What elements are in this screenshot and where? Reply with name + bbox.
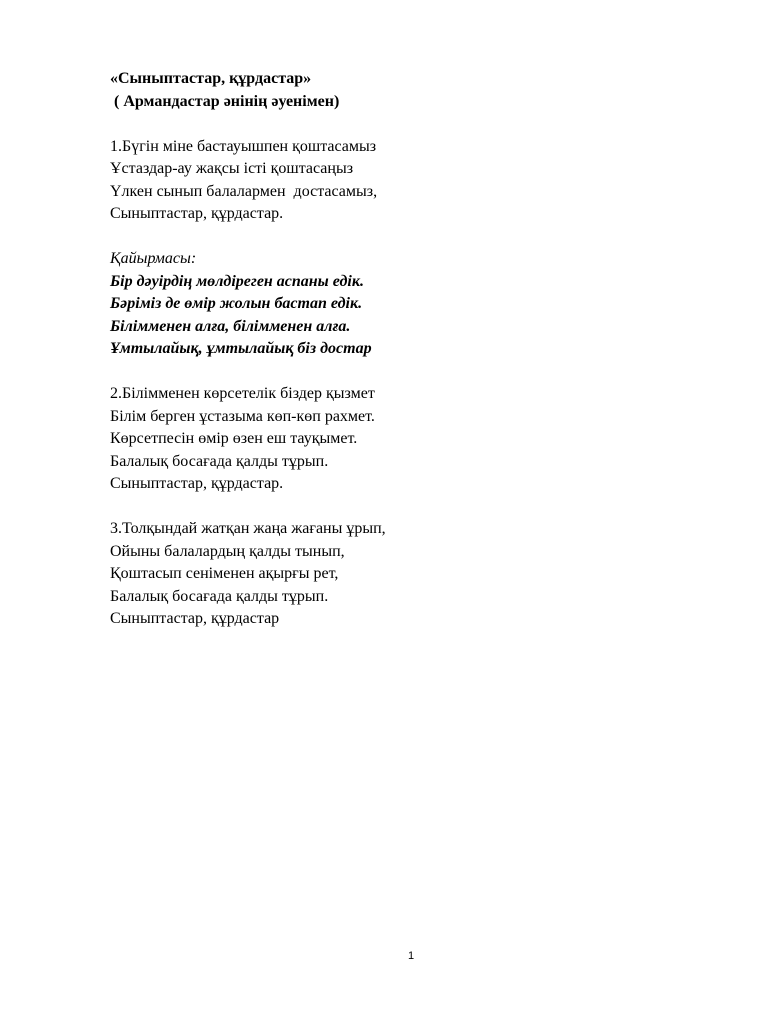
spacer <box>110 361 670 384</box>
verse-line: Балалық босағада қалды тұрып. <box>110 587 329 605</box>
verse-1 <box>110 136 670 226</box>
refrain-line: Бәріміз де өмір жолын бастап едік. <box>110 295 363 312</box>
song-text <box>110 68 670 631</box>
refrain <box>110 248 670 361</box>
verse-line: Сыныптастар, құрдастар <box>110 610 280 627</box>
refrain-line: Білімменен алға, білімменен алға. <box>110 317 351 335</box>
verse-line: Үлкен сынып балалармен достасамыз, <box>110 182 378 200</box>
verse-line: Ойыны балалардың қалды тынып, <box>110 542 345 560</box>
spacer <box>110 226 670 249</box>
refrain-line: Ұмтылайық, ұмтылайық біз достар <box>110 340 372 357</box>
verse-line: 2.Білімменен көрсетелік біздер қызмет <box>110 385 375 402</box>
verse-line: 1.Бүгін міне бастауышпен қоштасамыз <box>110 137 377 155</box>
verse-3 <box>110 518 670 631</box>
song-title: «Сыныптастар, құрдастар» <box>110 70 312 87</box>
verse-line: Сыныптастар, құрдастар. <box>110 475 284 492</box>
spacer <box>110 113 670 136</box>
verse-line: Қоштасып сеніменен ақырғы рет, <box>110 565 339 582</box>
song-subtitle: ( Армандастар әнінің әуенімен) <box>110 92 340 110</box>
verse-line: Балалық босағада қалды тұрып. <box>110 452 329 470</box>
refrain-line: Бір дәуірдің мөлдіреген аспаны едік. <box>110 272 364 290</box>
verse-line: Сыныптастар, құрдастар. <box>110 205 284 222</box>
refrain-heading: Қайырмасы: <box>110 250 197 267</box>
verse-line: 3.Толқындай жатқан жаңа жағаны ұрып, <box>110 520 386 537</box>
verse-line: Көрсетпесін өмір өзен еш тауқымет. <box>110 430 358 447</box>
spacer <box>110 496 670 519</box>
page-number: 1 <box>407 950 415 962</box>
verse-2 <box>110 383 670 496</box>
verse-line: Білім берген ұстазыма көп-көп рахмет. <box>110 407 375 425</box>
verse-line: Ұстаздар-ау жақсы істі қоштасаңыз <box>110 160 354 177</box>
